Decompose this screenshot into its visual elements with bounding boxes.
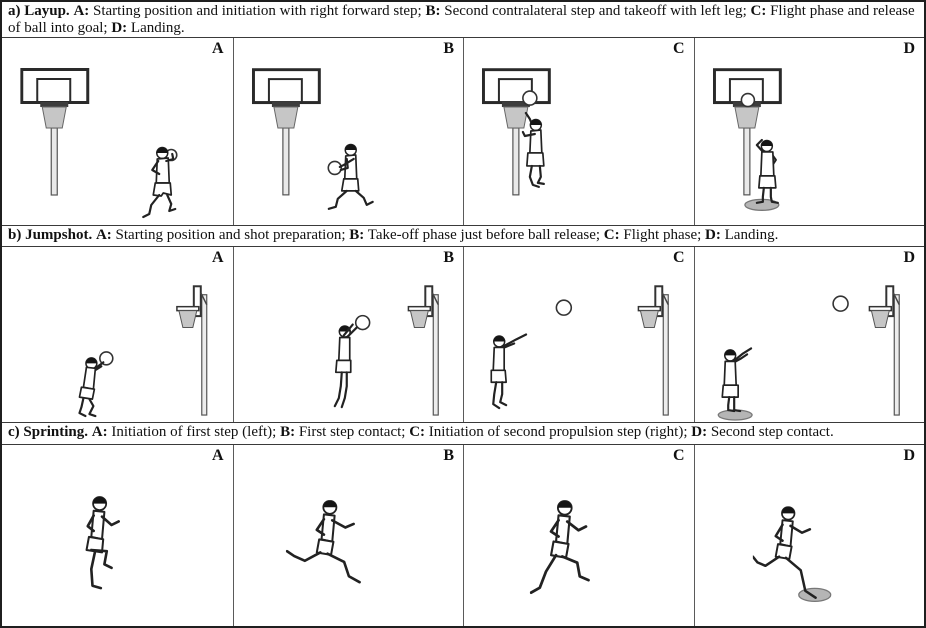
sprint-c-illustration: [464, 445, 694, 626]
panel-label: C: [672, 447, 685, 464]
panel-label: D: [903, 447, 915, 464]
basketball-icon: [523, 91, 537, 105]
caption-sprinting: c) Sprinting. A: Initiation of first step (left); B: First step contact; C: Initiation of second propulsion step (right); D: Second step contact.: [2, 423, 924, 445]
basketball-hoop-side-icon: [408, 286, 438, 415]
jumpshot-b-illustration: [234, 247, 464, 422]
layup-c-illustration: [464, 38, 694, 225]
player-jumping-release-icon: [523, 113, 544, 187]
panel-sprint-a: [2, 445, 233, 626]
runner-knee-raise-icon: [87, 497, 119, 588]
caption-layup: a) Layup. A: Starting position and initiation with right forward step; B: Second contralateral step and takeoff with left leg; C: Flight phase and release of ball into goal; D: Landing.: [2, 2, 924, 38]
panel-sprint-b: [233, 445, 464, 626]
basketball-hoop-front-icon: [22, 70, 88, 196]
panel-layup-d: [694, 38, 925, 225]
panel-sprint-d: [694, 445, 925, 626]
caption-jumpshot: b) Jumpshot. A: Starting position and shot preparation; B: Take-off phase just before ball release; C: Flight phase; D: Landing.: [2, 226, 924, 247]
layup-d-illustration: [695, 38, 925, 225]
landing-mat-icon: [718, 410, 752, 420]
runner-stride-icon: [287, 501, 360, 582]
basketball-hoop-side-icon: [177, 286, 207, 415]
jumpshot-panel-row: [2, 247, 924, 423]
player-holding-ball-icon: [143, 148, 177, 218]
panel-layup-a: [2, 38, 233, 225]
force-plate-icon: [798, 588, 830, 601]
panel-label: B: [443, 249, 454, 266]
panel-label: D: [903, 249, 915, 266]
runner-step-contact-icon: [752, 507, 815, 598]
panel-label: D: [903, 40, 915, 57]
panel-label: A: [211, 40, 224, 57]
player-landing-icon: [722, 348, 751, 411]
sprint-d-illustration: [695, 445, 925, 626]
sprint-a-illustration: [2, 445, 233, 626]
runner-propulsion-icon: [531, 501, 588, 593]
basketball-hoop-side-icon: [869, 286, 899, 415]
panel-layup-c: [463, 38, 694, 225]
jumpshot-d-illustration: [695, 247, 925, 422]
panel-label: A: [211, 447, 224, 464]
panel-layup-b: [233, 38, 464, 225]
panel-jumpshot-c: [463, 247, 694, 422]
basketball-hoop-side-icon: [638, 286, 668, 415]
sprint-b-illustration: [234, 445, 464, 626]
panel-jumpshot-b: [233, 247, 464, 422]
player-landing-icon: [756, 140, 777, 203]
panel-label: C: [672, 40, 685, 57]
panel-jumpshot-a: [2, 247, 233, 422]
panel-label: A: [211, 249, 224, 266]
sprinting-panel-row: [2, 445, 924, 626]
layup-b-illustration: [234, 38, 464, 225]
panel-sprint-c: [463, 445, 694, 626]
panel-label: C: [672, 249, 685, 266]
player-takeoff-icon: [334, 316, 369, 407]
player-flight-phase-icon: [491, 335, 526, 409]
basketball-in-rim-icon: [741, 94, 754, 107]
basketball-in-flight-icon: [556, 300, 571, 315]
basketball-hoop-front-icon: [253, 70, 319, 195]
layup-a-illustration: [2, 38, 233, 225]
layup-panel-row: [2, 38, 924, 226]
player-shot-preparation-icon: [79, 352, 112, 416]
panel-label: B: [443, 40, 454, 57]
jumpshot-a-illustration: [2, 247, 233, 422]
player-dribbling-step-icon: [328, 144, 372, 208]
basketball-in-flight-icon: [833, 296, 848, 311]
panel-label: B: [443, 447, 454, 464]
panel-jumpshot-d: [694, 247, 925, 422]
jumpshot-c-illustration: [464, 247, 694, 422]
